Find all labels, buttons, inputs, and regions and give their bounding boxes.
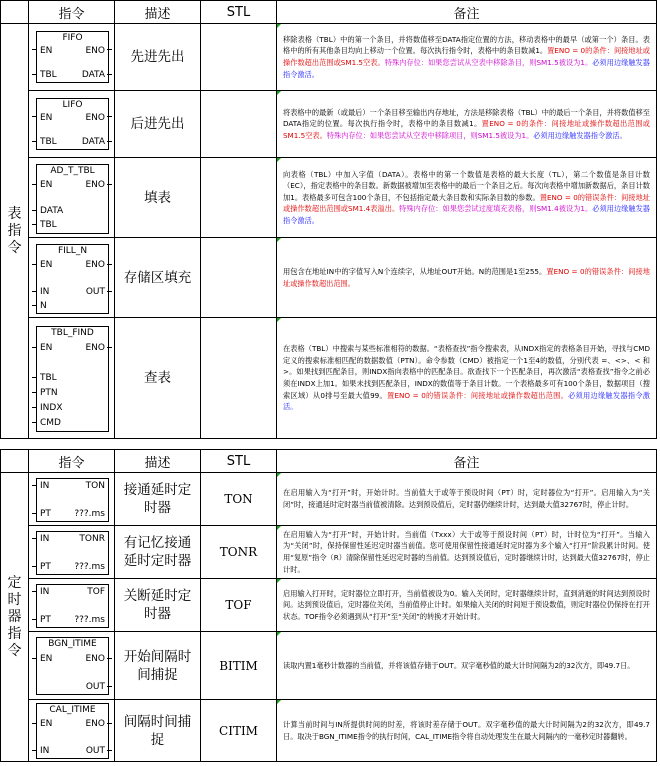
note-text: 在启用输入为“打开”时，开始计时。当前值大于或等于预设时间（PT）时，定时器位为“打开”。启用输入为“关闭”时，接通延时定时器当前值被清除。达到预设值后，定时器仍继续计时，达到最大值32767时，停止计时。 [283,488,650,509]
block-title: FILL_N [57,246,88,256]
table-row [1,579,657,632]
time-base: ???.ms [74,509,105,519]
ladder-block-ad-t-tbl [36,164,109,234]
header-note: 备注 [277,450,657,473]
ladder-block-tof [36,584,109,628]
ladder-cell [29,318,115,439]
description: 填表 [115,158,201,238]
corner-cell [1,1,29,24]
block-title: TBL_FIND [51,328,94,338]
note-text: 移除表格（TBL）中的第一个条目，并将数值移至DATA指定位置的方法，移动表格中的最早（或第一个）条目。表格中的所有其他条目均向上移动一个位置。每次执行指令时，表格中的条目数减1。 [283,34,650,56]
note-edge: 必须用边缘触发器指令激活。 [283,390,650,412]
pin-input: N [40,301,47,311]
pin-output: DATA [81,137,105,147]
pin-output: ENO [85,654,105,664]
pin-input: EN [40,46,53,56]
note-cell [277,700,657,762]
note-text: 向表格（TBL）中加入字值（DATA）。表格中的第一个数值是表格的最大长度（TL），第二个数值是条目计数（EC），指定表格中的条目数。新数据被增加至表格中的最后一个条目之后。每次向表格中增加新数据后，条目计数加1。表格最多可包含100个条目，不包括指定最大条目数和实际条目数的参数。 [283,169,650,202]
ladder-cell [29,158,115,238]
ladder-block-fill-n [36,244,109,314]
pin-input: IN [40,587,50,597]
wire [32,305,37,306]
description: 接通延时定时器 [115,473,201,526]
header-stl: STL [201,1,277,24]
pin-output: OUT [85,682,105,692]
corner-cell [1,450,29,473]
pin-input: EN [40,113,53,123]
wire [32,619,37,620]
comment-marker-icon [277,24,281,28]
description: 后进先出 [115,91,201,158]
note-text: 将表格中的最新（或最后）一个条目移至输出内存地址，方法是移除表格（TBL）中的最后一个条目，并将数值移至DATA指定的位置。每次执行指令时，表格中的条目数减1。 [283,107,650,129]
ladder-cell [29,632,115,700]
table-row [1,91,657,158]
note-eno: 置ENO = 0的错误条件：间接地址或操作数超出范围或SM1.4表溢出。 [283,192,650,214]
block-title: LIFO [62,100,83,110]
pin-output: ENO [85,46,105,56]
wire [32,723,37,724]
table-row [1,24,657,91]
ladder-block-fifo [36,31,109,83]
stl-code: TONR [201,526,277,579]
pin-output: ENO [85,113,105,123]
description: 先进先出 [115,24,201,91]
time-base: ???.ms [74,562,105,572]
table-row [1,700,657,762]
table-row [1,632,657,700]
wire [32,513,37,514]
pin-input: IN [40,287,50,297]
wire [107,658,112,659]
note-edge: 必须用边缘触发器指令激活。 [283,58,650,79]
block-title: AD_T_TBL [50,166,95,176]
note-cell [277,24,657,91]
pin-input: TBL [40,373,57,383]
pin-input: EN [40,343,53,353]
ladder-block-ton [36,478,109,522]
wire [32,377,37,378]
wire [32,422,37,423]
comment-marker-icon [277,318,281,322]
stl-code: TOF [201,579,277,632]
note-special: 特殊内存位：如果您尝试过度填充表格，则SM1.4被设为1。 [399,204,593,214]
wire [32,591,37,592]
wire [32,116,37,117]
description: 间隔时间捕捉 [115,700,201,762]
block-title: FIFO [62,33,83,43]
wire [32,74,37,75]
pin-input: PTN [40,388,58,398]
ladder-cell [29,91,115,158]
stl-code [201,158,277,238]
time-base: ???.ms [74,615,105,625]
pin-input: TBL [40,70,57,80]
ladder-cell [29,526,115,579]
block-title: TONR [79,534,105,544]
category-label: 定 时 器 指 令 [7,574,22,659]
wire [107,291,112,292]
timer-instructions-table [0,449,657,762]
wire [107,723,112,724]
wire [107,686,112,687]
ladder-block-tbl-find [36,326,109,432]
note-cell [277,91,657,158]
stl-code [201,91,277,158]
pin-output: ENO [85,180,105,190]
note-text: 用包含在地址IN中的字值写入N个连续字，从地址OUT开始。N的范围是1至255。 [283,266,547,276]
comment-marker-icon [277,158,281,162]
wire [107,750,112,751]
description: 开始间隔时间捕捉 [115,632,201,700]
wire [32,210,37,211]
pin-input: CMD [40,418,61,428]
table-row [1,526,657,579]
wire [32,750,37,751]
description: 查表 [115,318,201,439]
ladder-block-cal-itime [36,703,109,759]
header-instr: 指令 [29,450,115,473]
stl-code [201,318,277,439]
wire [32,658,37,659]
pin-input: TBL [40,220,57,230]
note-text: 读取内置1毫秒计数器的当前值，并将该值存储于OUT。双字毫秒值的最大计时间隔为2的32次方，即49.7日。 [283,660,635,670]
stl-code: CITIM [201,700,277,762]
wire [107,74,112,75]
pin-input: EN [40,180,53,190]
note-edge: 必须用边缘触发器指令激活。 [283,204,650,225]
pin-input: DATA [40,206,64,216]
wire [32,485,37,486]
pin-input: IN [40,534,50,544]
table-row [1,158,657,238]
stl-code [201,24,277,91]
ladder-cell [29,238,115,318]
ladder-cell [29,579,115,632]
note-cell [277,526,657,579]
block-title: TOF [87,587,105,597]
comment-marker-icon [277,473,281,477]
pin-input: EN [40,719,53,729]
description: 有记忆接通延时定时器 [115,526,201,579]
comment-marker-icon [277,526,281,530]
note-cell [277,473,657,526]
pin-input: PT [40,509,51,519]
pin-input: IN [40,746,50,756]
wire [32,224,37,225]
ladder-block-tonr [36,531,109,575]
ladder-cell [29,24,115,91]
note-cell [277,579,657,632]
pin-input: TBL [40,137,57,147]
note-cell [277,318,657,439]
ladder-block-bgn-itime [36,637,109,695]
pin-output: DATA [81,70,105,80]
comment-marker-icon [277,91,281,95]
wire [32,407,37,408]
wire [32,566,37,567]
header-note: 备注 [277,1,657,24]
note-cell [277,238,657,318]
category-timer [1,473,29,762]
note-eno: 置ENO = 0的错误条件：间接地址或操作数超出范围。 [386,390,569,400]
wire [107,116,112,117]
wire [32,392,37,393]
stl-code: TON [201,473,277,526]
wire [32,538,37,539]
note-cell [277,158,657,238]
comment-marker-icon [277,632,281,636]
note-text: 计算当前时间与IN所提供时间的时差，将该时差存储于OUT。双字毫秒值的最大计时间隔为2的32次方，即49.7日。取决于BGN_ITIME指令的执行时间，CAL_ITIME指令将自动处理发生在最大间隔内的一毫秒定时器翻转。 [283,719,650,741]
wire [32,49,37,50]
stl-code [201,238,277,318]
stl-code: BITIM [201,632,277,700]
pin-input: IN [40,481,50,491]
note-edge: 必须用边缘触发器指令激活。 [533,130,627,140]
pin-input: PT [40,615,51,625]
note-special: 特殊内存位：如果您尝试从空表中移除条目，则SM1.5被设为1。 [384,58,593,67]
wire [107,141,112,142]
pin-input: INDX [40,403,63,413]
comment-marker-icon [277,700,281,704]
table-row [1,318,657,439]
ladder-cell [29,473,115,526]
table-row [1,473,657,526]
note-text: 在启用输入为“打开”时，开始计时。当前值（Txxx）大于或等于预设时间（PT）时，计时位为“打开”。当输入为“关闭”时，保持保留性延迟定时器当前值。您可使用保留性接通延时定时器为多个输入“打开”阶段累计时间。使用“复原”指令（R）清除保留性延迟定时器的当前值。达到预设值后，定时器继续计时，达到最大值32767时，停止计时。 [283,529,650,574]
comment-marker-icon [277,579,281,583]
block-title: BGN_ITIME [48,639,97,649]
comment-marker-icon [277,238,281,242]
header-desc: 描述 [115,1,201,24]
wire [32,184,37,185]
note-cell [277,632,657,700]
header-desc: 描述 [115,450,201,473]
category-label: 表 指 令 [7,205,22,256]
description: 存储区填充 [115,238,201,318]
wire [32,347,37,348]
note-text: 启用输入打开时，定时器位立即打开，当前值被设为0。输入关闭时，定时器继续计时，直到消逝的时间达到预设时间。达到预设值后，定时器位关闭，当前值停止计时。如果输入关闭的时间短于预设数值，则定时器位仍保持在打开状态。TOF指令必须遇到从“打开”至“关闭”的转换才开始计时。 [283,588,650,621]
block-title: CAL_ITIME [49,705,96,715]
note-special: 特殊内存位：如果您尝试从空表中移除项目，则SM1.5被设为1。 [326,130,534,140]
wire [32,291,37,292]
pin-input: PT [40,562,51,572]
pin-output: OUT [85,287,105,297]
pin-output: ENO [85,719,105,729]
wire [107,49,112,50]
wire [107,184,112,185]
wire [107,264,112,265]
header-stl: STL [201,450,277,473]
header-instr: 指令 [29,1,115,24]
block-title: TON [85,481,105,491]
ladder-block-lifo [36,98,109,150]
pin-input: EN [40,654,53,664]
note-text: 在表格（TBL）中搜索与某些标准相符的数据。“表格查找”指令搜索表，从INDX指定的表格条目开始，寻找与CMD定义的搜索标准相匹配的数据数值（PTN）。命令参数（CMD）被指定一个1至4的数值，分别代表 =、<>、< 和 >。如果找到匹配条目，则INDX指向表格中的匹配条目。欲查找下一个匹配条目，再次激活“表格查找”指令之前必须在INDX上加1。如果未找到匹配条目，INDX的数值等于条目计数。一个表格最多可有100个条目，数据项目（搜索区域）从0排号至最大值99。 [283,344,650,400]
pin-input: EN [40,260,53,270]
note-eno: 置ENO = 0的条件：间接地址或操作数超出范围或SM1.5空表。 [283,119,650,140]
note-eno: 置ENO = 0的条件：间接地址或操作数超出范围或SM1.5空表。 [283,46,650,67]
description: 关断延时定时器 [115,579,201,632]
pin-output: ENO [85,343,105,353]
note-eno: 置ENO = 0的错误条件：间接地址或操作数超出范围。 [283,266,650,288]
wire [107,347,112,348]
pin-output: OUT [85,746,105,756]
wire [32,141,37,142]
ladder-cell [29,700,115,762]
wire [32,264,37,265]
category-table [1,24,29,439]
pin-output: ENO [85,260,105,270]
table-row [1,238,657,318]
